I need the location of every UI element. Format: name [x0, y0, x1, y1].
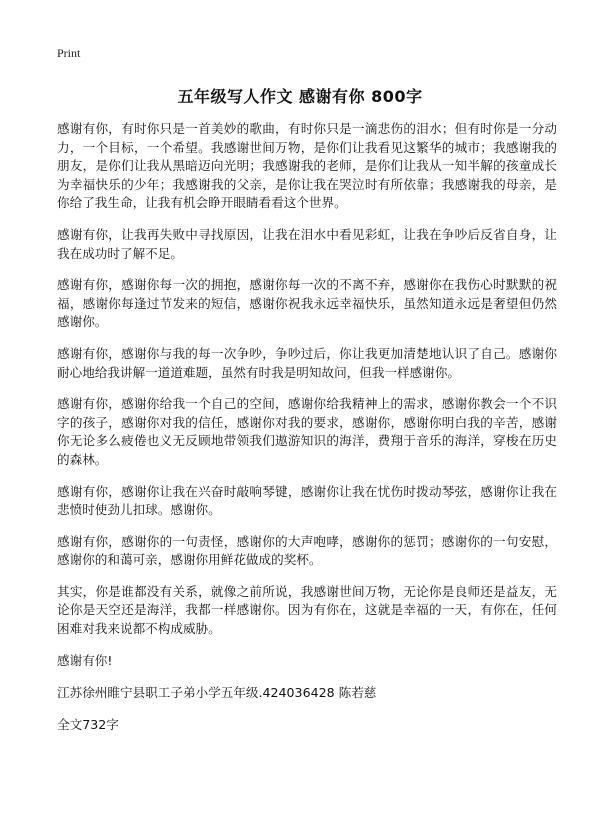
paragraph: 感谢有你，感谢你给我一个自己的空间，感谢你给我精神上的需求，感谢你教会一个不识字的孩子，感谢你对我的信任，感谢你对我的要求，感谢你，感谢你明白我的辛苦，感谢你无论多么疲倦也义无反顾地带领我们遨游知识的海洋，费翔于音乐的海洋，穿梭在历史的森林。	[57, 396, 557, 467]
word-count: 全文732字	[57, 717, 119, 733]
author-signature: 江苏徐州睢宁县职工子弟小学五年级.424036428 陈若慈	[57, 685, 377, 701]
paragraph: 感谢有你，让我再失败中寻找原因，让我在泪水中看见彩虹，让我在争吵后反省自身，让我在成功时了解不足。	[57, 226, 557, 261]
paragraph: 其实，你是谁都没有关系，就像之前所说，我感谢世间万物，无论你是良师还是益友，无论你是天空还是海洋，我都一样感谢你。因为有你在，这就是幸福的一天，有你在，任何困难对我来说都不构成威胁。	[57, 583, 557, 637]
paragraph: 感谢有你，感谢你让我在兴奋时敲响琴键，感谢你让我在忧伤时拨动琴弦，感谢你让我在悲愤时使劲儿扣球。感谢你。	[57, 483, 557, 518]
article-title: 五年级写人作文 感谢有你 800字	[177, 87, 423, 106]
print-link[interactable]: Print	[57, 46, 81, 60]
closing-line: 感谢有你!	[57, 652, 113, 668]
paragraph: 感谢有你，有时你只是一首美妙的歌曲，有时你只是一滴悲伤的泪水；但有时你是一分动力，一个目标，一个希望。我感谢世间万物，是你们让我看见这繁华的城市；我感谢我的朋友，是你们让我从黑暗迈向光明；我感谢我的老师，是你们让我从一知半解的孩童成长为幸福快乐的少年；我感谢我的父亲，是你让我在哭泣时有所依靠；我感谢我的母亲，是你给了我生命，让我有机会睁开眼睛看看这个世界。	[57, 121, 557, 211]
article-body	[57, 120, 557, 734]
paragraph: 感谢有你，感谢你每一次的拥抱，感谢你每一次的不离不弃，感谢你在我伤心时默默的祝福，感谢你每逢过节发来的短信，感谢你祝我永远幸福快乐，虽然知道永远是奢望但仍然感谢你。	[57, 277, 557, 330]
paragraph: 感谢有你，感谢你与我的每一次争吵，争吵过后，你让我更加清楚地认识了自己。感谢你耐心地给我讲解一道道难题，虽然有时我是明知故问，但我一样感谢你。	[57, 345, 557, 380]
paragraph: 感谢有你，感谢你的一句责怪，感谢你的大声咆哮，感谢你的惩罚；感谢你的一句安慰，感谢你的和蔼可亲，感谢你用鲜花做成的奖杯。	[57, 533, 557, 568]
